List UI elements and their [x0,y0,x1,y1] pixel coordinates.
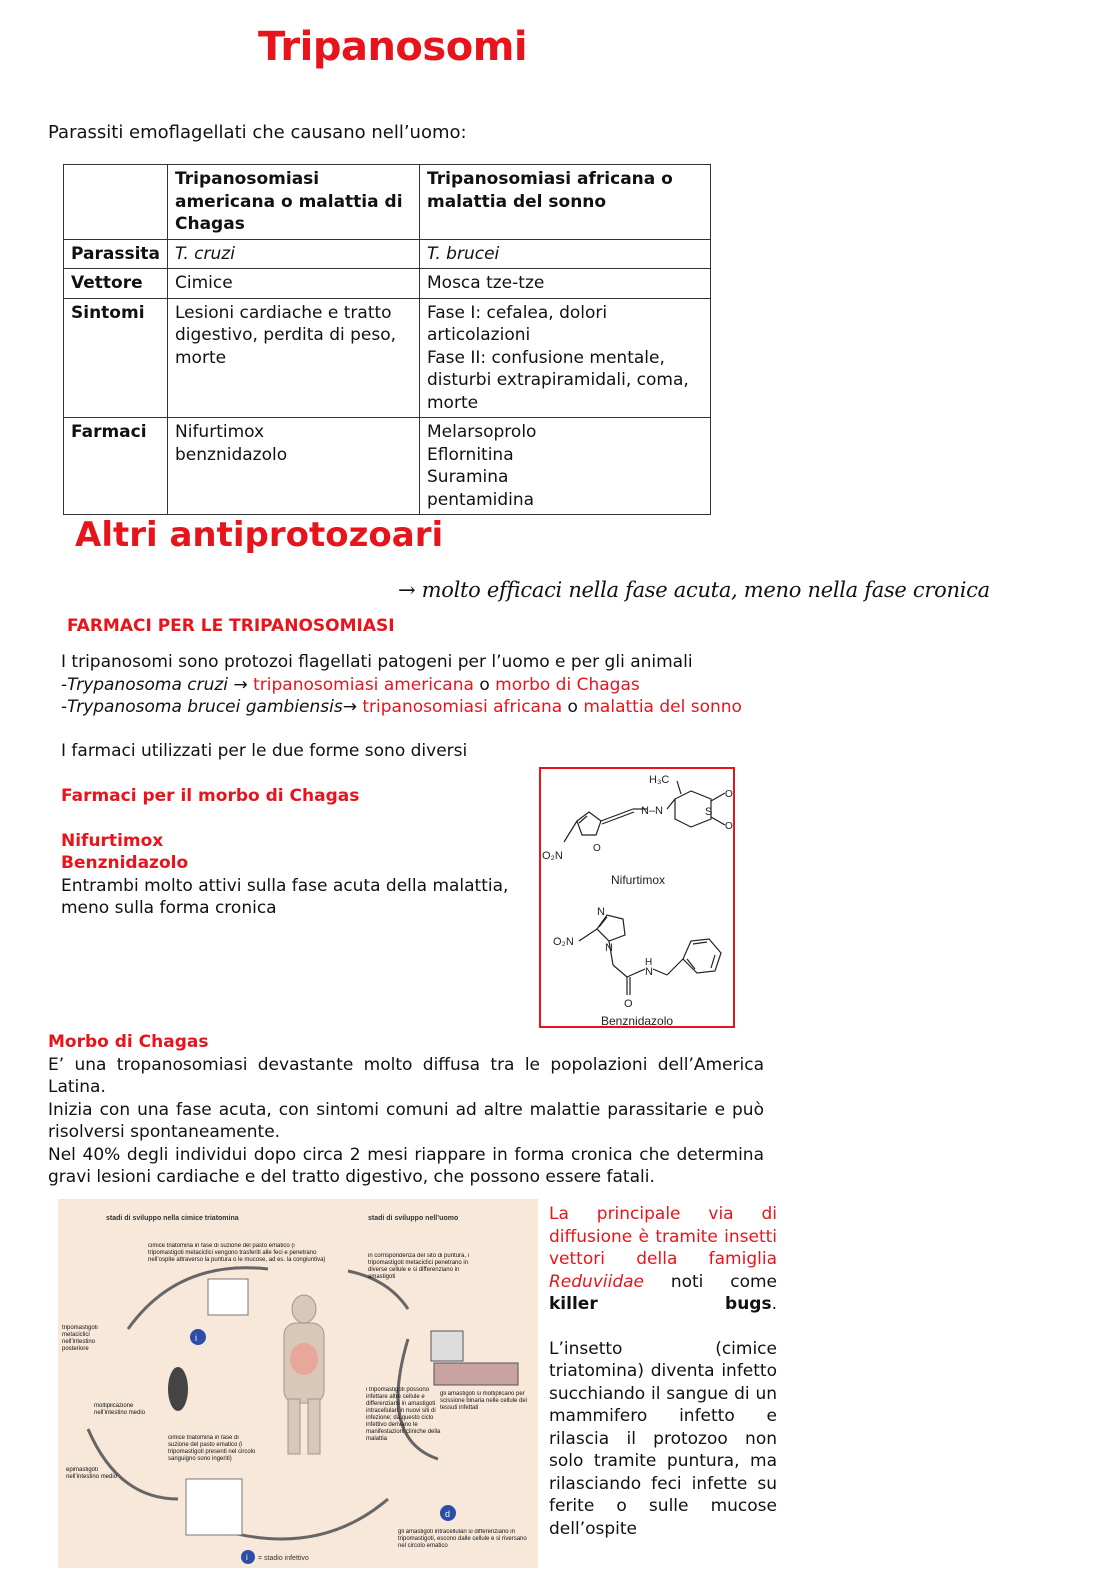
side-paragraph-2: L’insetto (cimice triatomina) diventa infetto succhiando il sangue di un mammifero infetto e rilascia il protozoo non solo tramite puntura, ma rilasciando feci infette su ferite o sulle mucose dell’ospite [549,1338,777,1539]
table-row [64,269,711,299]
legend-d: d [445,1509,451,1519]
nif-o2: O [725,821,733,832]
bnz-h: H [645,957,653,968]
nif-s: S [705,806,713,818]
table-row [64,239,711,269]
cell-africana: Fase I: cefalea, dolori articolazioni Fase II: confusione mentale, disturbi extrapiramidali, coma, morte [420,298,711,418]
row-label: Parassita [64,239,168,269]
cycle-note-1: cimice triatomina in fase di suzione del pasto ematico (i tripomastigoti metaciclici vengono trasferiti alle feci e penetrano nell’ospite attraverso la puntura o le mucose, ad es. la congiuntiva) [148,1243,326,1263]
morbo-section [48,1031,764,1189]
nifurtimox-label: Nifurtimox [611,873,666,887]
header-africana: Tripanosomiasi africana o malattia del sonno [420,165,711,240]
section-title: Altri antiprotozoari [75,515,444,555]
nif-nn: N–N [641,805,664,817]
cycle-note-6: cimice triatomina in fase di suzione del pasto ematico (i tripomastigoti presenti nel circolo sanguigno sono ingeriti) [168,1435,256,1462]
cycle-title-left: stadi di sviluppo nella cimice triatomina [106,1215,239,1222]
cell-africana: Mosca tze-tze [420,269,711,299]
cycle-note-4: moltiplicazione nell’intestino medio [94,1403,146,1416]
cycle-title-right: stadi di sviluppo nell’uomo [368,1215,459,1222]
table-corner [64,165,168,240]
cycle-note-2: in corrispondenza del sito di puntura, i tripomastigoti metaciclici penetrano in diverse cellule e si differenziano in amastigoti [368,1253,470,1280]
morbo-heading: Morbo di Chagas [48,1032,209,1052]
table-row [64,418,711,515]
legend-i1: i [195,1333,197,1343]
bnz-o2n: O₂N [553,936,574,948]
cycle-note-5: epimastigoti nell’intestino medio [66,1467,118,1480]
nif-o1: O [725,789,733,800]
drugs-description: Entrambi molto attivi sulla fase acuta della malattia, meno sulla forma cronica [61,875,509,918]
chagas-drugs [61,785,531,920]
nif-h3c: H₃C [649,774,670,786]
morbo-p3: Nel 40% degli individui dopo circa 2 mesi riappare in forma cronica che determina gravi lesioni cardiache e del tratto digestivo, che possono essere fatali. [48,1144,764,1187]
intro-paragraph: I tripanosomi sono protozoi flagellati patogeni per l’uomo e per gli animali -Trypanosoma cruzi → tripanosomiasi americana o morbo di Chagas -Trypanosoma brucei gambiensis→ tripanosomiasi africana o malattia del sonno [61,652,742,717]
handwritten-note: → molto efficaci nella fase acuta, meno nella fase cronica [398,578,990,602]
life-cycle-diagram [58,1199,538,1568]
cycle-legend: = stadio infettivo [258,1555,309,1562]
nif-o-ring: O [593,843,601,854]
header-americana: Tripanosomiasi americana o malattia di Chagas [168,165,420,240]
table-header-row [64,165,711,240]
cycle-note-7: i tripomastigoti possono infettare altre cellule e differenziarsi in amastigoti intracellulari in nuovi siti di infezione; da questo ciclo infettivo derivano le manifestazioni cliniche della malattia [366,1387,441,1442]
legend-i2: i [246,1553,248,1562]
nif-o2n: O₂N [542,850,563,862]
bnz-n2: N [605,942,613,954]
chagas-drugs-heading: Farmaci per il morbo di Chagas [61,786,360,806]
side-paragraph-1: La principale via di diffusione è tramite insetti vettori della famiglia Reduviidae noti come killer bugs. [549,1204,777,1314]
diverse-text: I farmaci utilizzati per le due forme sono diversi [61,741,468,761]
cell-americana: Nifurtimox benznidazolo [168,418,420,515]
cycle-note-3: tripomastigoti metaciclici nell’intestino posteriore [62,1325,98,1352]
bnz-n1: N [597,906,605,918]
chemical-structures [539,767,735,1028]
farmaci-heading: FARMACI PER LE TRIPANOSOMIASI [67,616,395,636]
cell-africana: Melarsoprolo Eflornitina Suramina pentamidina [420,418,711,515]
cell-americana: T. cruzi [168,239,420,269]
intro-text: Parassiti emoflagellati che causano nell’uomo: [48,122,467,143]
life-cycle-drawing [58,1199,538,1568]
cell-americana: Lesioni cardiache e tratto digestivo, perdita di peso, morte [168,298,420,418]
drug-nifurtimox: Nifurtimox [61,830,164,851]
cell-africana: T. brucei [420,239,711,269]
row-label: Sintomi [64,298,168,418]
side-text [549,1203,777,1540]
page-title: Tripanosomi [258,24,528,70]
morbo-p1: E’ una tropanosomiasi devastante molto diffusa tra le popolazioni dell’America Latina. [48,1054,764,1097]
drug-benznidazolo: Benznidazolo [61,853,189,873]
structures-drawing [541,769,733,1026]
row-label: Vettore [64,269,168,299]
benznidazolo-label: Benznidazolo [601,1014,674,1026]
cell-americana: Cimice [168,269,420,299]
cycle-note-8: gli amastigoti si moltiplicano per scissione binaria nelle cellule dei tessuti infettati [440,1391,528,1411]
tripanosomiasi-table [63,164,711,515]
table-row [64,298,711,418]
morbo-p2: Inizia con una fase acuta, con sintomi comuni ad altre malattie parassitarie e può risolversi spontaneamente. [48,1099,764,1142]
cycle-note-9: gli amastigoti intracellulari si differenziano in tripomastigoti, escono dalle cellule e si riversano nel circolo ematico [398,1529,527,1549]
bnz-n3: N [645,966,653,978]
bnz-o: O [624,998,633,1010]
row-label: Farmaci [64,418,168,515]
